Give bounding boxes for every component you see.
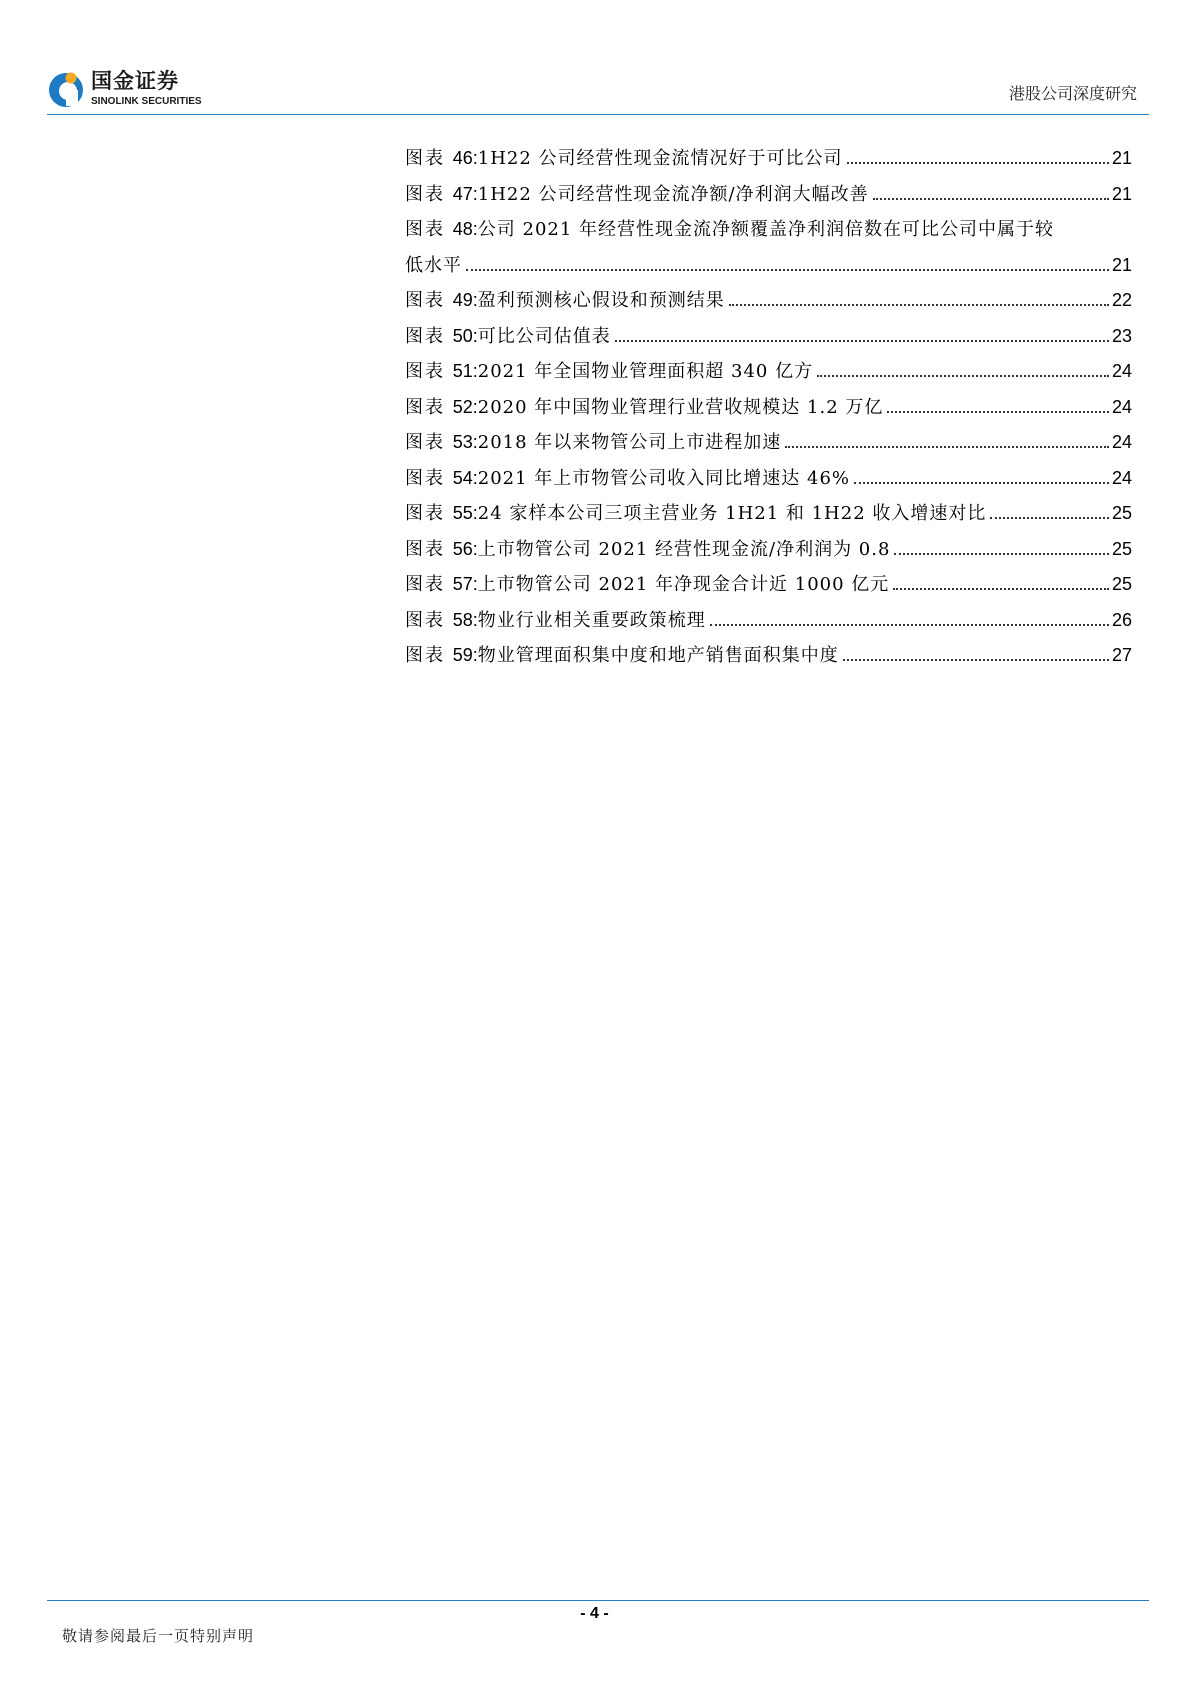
- toc-title: 低水平: [405, 254, 462, 276]
- company-logo: [47, 69, 227, 115]
- dot-leader: [894, 553, 1109, 555]
- dot-leader: [847, 162, 1109, 164]
- toc-label: 图表: [405, 467, 445, 489]
- toc-label: 图表: [405, 503, 445, 524]
- toc-number: 49:: [452, 290, 478, 310]
- toc-number: 51:: [452, 361, 478, 381]
- toc-entry-48[interactable]: [405, 212, 1132, 283]
- dot-leader: [785, 446, 1109, 448]
- toc-entry-55[interactable]: [405, 496, 1132, 532]
- report-type: 港股公司深度研究: [1008, 84, 1137, 103]
- toc-page-number: 25: [1111, 574, 1132, 594]
- toc-label: 图表: [405, 361, 445, 382]
- toc-label: 图表: [405, 396, 445, 418]
- toc-title: 上市物管公司 2021 年净现金合计近 1000 亿元: [477, 574, 890, 595]
- page-number: - 4 -: [580, 1605, 609, 1622]
- toc-entry-58[interactable]: [405, 603, 1132, 639]
- dot-leader: [817, 375, 1109, 377]
- toc-entry-51[interactable]: [405, 354, 1132, 390]
- toc-page-number: 24: [1111, 396, 1132, 417]
- toc-number: 52:: [452, 396, 478, 417]
- toc-entry-46[interactable]: [405, 141, 1132, 177]
- dot-leader: [615, 340, 1109, 342]
- toc-number: 57:: [452, 574, 478, 594]
- toc-entry-52[interactable]: [405, 390, 1132, 426]
- toc-number: 53:: [452, 432, 478, 452]
- toc-number: 55:: [452, 503, 478, 523]
- toc-label: 图表: [405, 538, 445, 560]
- dot-leader: [873, 198, 1109, 200]
- toc-page-number: 25: [1111, 538, 1132, 559]
- toc-title: 2020 年中国物业管理行业营收规模达 1.2 万亿: [477, 396, 884, 418]
- toc-number: 50:: [452, 325, 478, 346]
- toc-title: 上市物管公司 2021 经营性现金流/净利润为 0.8: [477, 538, 891, 560]
- toc-number: 54:: [452, 467, 478, 488]
- toc-page-number: 24: [1111, 432, 1132, 452]
- toc-entry-59[interactable]: [405, 638, 1132, 674]
- toc-entry-49[interactable]: [405, 283, 1132, 319]
- company-name-en: SINOLINK SECURITIES: [91, 96, 202, 107]
- dot-leader: [990, 517, 1109, 519]
- toc-entry-47[interactable]: [405, 177, 1132, 213]
- toc-page-number: 22: [1111, 290, 1132, 310]
- toc-page-number: 23: [1111, 325, 1132, 346]
- toc-page-number: 21: [1111, 254, 1132, 275]
- header-divider: [47, 114, 1149, 115]
- sinolink-logo-icon: [47, 69, 85, 109]
- dot-leader: [710, 624, 1109, 626]
- toc-number: 56:: [452, 538, 478, 559]
- toc-title: 1H22 公司经营性现金流情况好于可比公司: [477, 148, 843, 169]
- toc-page-number: 21: [1111, 183, 1132, 204]
- figure-list: [405, 141, 1132, 674]
- toc-title: 盈利预测核心假设和预测结果: [477, 290, 725, 311]
- footer-divider: [47, 1600, 1149, 1601]
- toc-label: 图表: [405, 290, 445, 311]
- toc-page-number: 24: [1111, 467, 1132, 488]
- toc-title: 2021 年全国物业管理面积超 340 亿方: [477, 361, 814, 382]
- toc-title: 物业行业相关重要政策梳理: [477, 609, 706, 631]
- toc-page-number: 21: [1111, 148, 1132, 168]
- dot-leader: [854, 482, 1109, 484]
- toc-title: 物业管理面积集中度和地产销售面积集中度: [477, 645, 839, 666]
- dot-leader: [466, 269, 1109, 271]
- toc-label: 图表: [405, 219, 445, 240]
- dot-leader: [843, 659, 1109, 661]
- toc-entry-57[interactable]: [405, 567, 1132, 603]
- toc-entry-54[interactable]: [405, 461, 1132, 497]
- toc-title: 1H22 公司经营性现金流净额/净利润大幅改善: [477, 183, 869, 205]
- toc-label: 图表: [405, 574, 445, 595]
- toc-entry-53[interactable]: [405, 425, 1132, 461]
- toc-title-line1: 公司 2021 年经营性现金流净额覆盖净利润倍数在可比公司中属于较: [477, 219, 1055, 240]
- dot-leader: [887, 411, 1109, 413]
- toc-number: 46:: [452, 148, 478, 168]
- toc-page-number: 25: [1111, 503, 1132, 523]
- toc-label: 图表: [405, 325, 445, 347]
- page-header: [47, 62, 1149, 116]
- toc-label: 图表: [405, 609, 445, 631]
- toc-page-number: 24: [1111, 361, 1132, 381]
- toc-title: 2021 年上市物管公司收入同比增速达 46%: [477, 467, 851, 489]
- toc-number: 47:: [452, 183, 478, 204]
- toc-label: 图表: [405, 148, 445, 169]
- toc-label: 图表: [405, 432, 445, 453]
- toc-title: 2018 年以来物管公司上市进程加速: [477, 432, 782, 453]
- dot-leader: [893, 588, 1109, 590]
- toc-label: 图表: [405, 183, 445, 205]
- disclaimer-note: 敬请参阅最后一页特别声明: [62, 1627, 255, 1645]
- toc-entry-56[interactable]: [405, 532, 1132, 568]
- toc-title: 24 家样本公司三项主营业务 1H21 和 1H22 收入增速对比: [477, 503, 987, 524]
- company-name-cn: 国金证券: [91, 69, 179, 93]
- toc-number: 48:: [452, 219, 478, 239]
- toc-label: 图表: [405, 645, 445, 666]
- toc-number: 58:: [452, 609, 478, 630]
- toc-page-number: 26: [1111, 609, 1132, 630]
- toc-title: 可比公司估值表: [477, 325, 611, 347]
- toc-number: 59:: [452, 645, 478, 665]
- toc-entry-50[interactable]: [405, 319, 1132, 355]
- toc-page-number: 27: [1111, 645, 1132, 665]
- dot-leader: [729, 304, 1109, 306]
